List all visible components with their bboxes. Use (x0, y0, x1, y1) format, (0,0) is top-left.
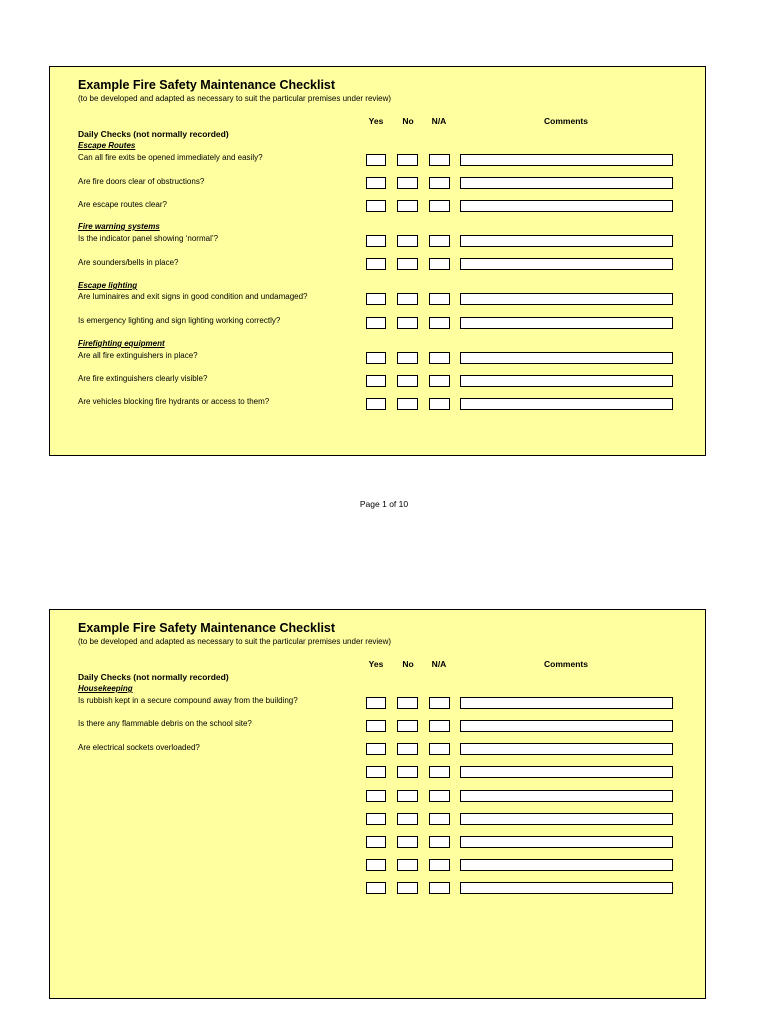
na-checkbox[interactable] (429, 813, 450, 825)
column-header-na: N/A (431, 659, 447, 669)
no-checkbox[interactable] (397, 836, 418, 848)
na-checkbox[interactable] (429, 200, 450, 212)
na-checkbox[interactable] (429, 317, 450, 329)
na-checkbox[interactable] (429, 859, 450, 871)
comment-field[interactable] (460, 813, 673, 825)
question-label: Are vehicles blocking fire hydrants or access to them? (78, 397, 270, 406)
column-header-no: No (402, 659, 414, 669)
na-checkbox[interactable] (429, 258, 450, 270)
question-label: Is the indicator panel showing ‘normal’? (78, 234, 219, 243)
no-checkbox[interactable] (397, 398, 418, 410)
yes-checkbox[interactable] (366, 398, 386, 410)
yes-checkbox[interactable] (366, 697, 386, 709)
question-label: Are luminaires and exit signs in good condition and undamaged? (78, 292, 308, 301)
comment-field[interactable] (460, 859, 673, 871)
no-checkbox[interactable] (397, 859, 418, 871)
question-label: Can all fire exits be opened immediately and easily? (78, 153, 263, 162)
na-checkbox[interactable] (429, 154, 450, 166)
question-label: Are electrical sockets overloaded? (78, 743, 200, 752)
section-heading: Daily Checks (not normally recorded) (78, 129, 229, 139)
yes-checkbox[interactable] (366, 743, 386, 755)
no-checkbox[interactable] (397, 177, 418, 189)
column-header-yes: Yes (368, 659, 384, 669)
na-checkbox[interactable] (429, 697, 450, 709)
question-label: Are fire extinguishers clearly visible? (78, 374, 208, 383)
category-escape-lighting: Escape lighting (78, 281, 138, 290)
na-checkbox[interactable] (429, 352, 450, 364)
question-label: Are all fire extinguishers in place? (78, 351, 198, 360)
na-checkbox[interactable] (429, 398, 450, 410)
no-checkbox[interactable] (397, 813, 418, 825)
category-fire-warning-systems: Fire warning systems (78, 222, 160, 231)
yes-checkbox[interactable] (366, 790, 386, 802)
comment-field[interactable] (460, 200, 673, 212)
category-housekeeping: Housekeeping (78, 684, 133, 693)
category-firefighting-equipment: Firefighting equipment (78, 339, 165, 348)
comment-field[interactable] (460, 697, 673, 709)
na-checkbox[interactable] (429, 375, 450, 387)
category-escape-routes: Escape Routes (78, 141, 136, 150)
yes-checkbox[interactable] (366, 882, 386, 894)
no-checkbox[interactable] (397, 790, 418, 802)
yes-checkbox[interactable] (366, 200, 386, 212)
comment-field[interactable] (460, 235, 673, 247)
no-checkbox[interactable] (397, 154, 418, 166)
na-checkbox[interactable] (429, 293, 450, 305)
no-checkbox[interactable] (397, 258, 418, 270)
no-checkbox[interactable] (397, 697, 418, 709)
question-label: Is rubbish kept in a secure compound away from the building? (78, 696, 298, 705)
page-title: Example Fire Safety Maintenance Checklist (78, 621, 336, 635)
yes-checkbox[interactable] (366, 352, 386, 364)
na-checkbox[interactable] (429, 836, 450, 848)
no-checkbox[interactable] (397, 743, 418, 755)
comment-field[interactable] (460, 154, 673, 166)
yes-checkbox[interactable] (366, 317, 386, 329)
checklist-sheet-1 (49, 66, 706, 456)
column-header-comments: Comments (544, 659, 588, 669)
comment-field[interactable] (460, 720, 673, 732)
comment-field[interactable] (460, 258, 673, 270)
yes-checkbox[interactable] (366, 235, 386, 247)
question-label: Are fire doors clear of obstructions? (78, 177, 205, 186)
checklist-sheet-2 (49, 609, 706, 999)
comment-field[interactable] (460, 766, 673, 778)
comment-field[interactable] (460, 882, 673, 894)
comment-field[interactable] (460, 836, 673, 848)
question-label: Are escape routes clear? (78, 200, 167, 209)
na-checkbox[interactable] (429, 766, 450, 778)
column-header-no: No (402, 116, 414, 126)
comment-field[interactable] (460, 375, 673, 387)
yes-checkbox[interactable] (366, 375, 386, 387)
comment-field[interactable] (460, 790, 673, 802)
comment-field[interactable] (460, 743, 673, 755)
na-checkbox[interactable] (429, 882, 450, 894)
column-header-yes: Yes (368, 116, 384, 126)
na-checkbox[interactable] (429, 743, 450, 755)
page-subtitle: (to be developed and adapted as necessary to suit the particular premises under review) (78, 94, 392, 103)
question-label: Are sounders/bells in place? (78, 258, 179, 267)
na-checkbox[interactable] (429, 235, 450, 247)
column-header-comments: Comments (544, 116, 588, 126)
comment-field[interactable] (460, 317, 673, 329)
yes-checkbox[interactable] (366, 154, 386, 166)
comment-field[interactable] (460, 293, 673, 305)
page-number: Page 1 of 10 (359, 499, 409, 509)
column-header-na: N/A (431, 116, 447, 126)
yes-checkbox[interactable] (366, 720, 386, 732)
page-title: Example Fire Safety Maintenance Checklist (78, 78, 336, 92)
yes-checkbox[interactable] (366, 813, 386, 825)
na-checkbox[interactable] (429, 790, 450, 802)
yes-checkbox[interactable] (366, 293, 386, 305)
yes-checkbox[interactable] (366, 258, 386, 270)
na-checkbox[interactable] (429, 720, 450, 732)
no-checkbox[interactable] (397, 375, 418, 387)
na-checkbox[interactable] (429, 177, 450, 189)
comment-field[interactable] (460, 177, 673, 189)
no-checkbox[interactable] (397, 317, 418, 329)
yes-checkbox[interactable] (366, 177, 386, 189)
comment-field[interactable] (460, 352, 673, 364)
no-checkbox[interactable] (397, 200, 418, 212)
no-checkbox[interactable] (397, 293, 418, 305)
yes-checkbox[interactable] (366, 836, 386, 848)
question-label: Is emergency lighting and sign lighting working correctly? (78, 316, 281, 325)
yes-checkbox[interactable] (366, 766, 386, 778)
comment-field[interactable] (460, 398, 673, 410)
section-heading: Daily Checks (not normally recorded) (78, 672, 229, 682)
question-label: Is there any flammable debris on the school site? (78, 719, 252, 728)
no-checkbox[interactable] (397, 352, 418, 364)
no-checkbox[interactable] (397, 766, 418, 778)
no-checkbox[interactable] (397, 235, 418, 247)
no-checkbox[interactable] (397, 882, 418, 894)
no-checkbox[interactable] (397, 720, 418, 732)
page-subtitle: (to be developed and adapted as necessary to suit the particular premises under review) (78, 637, 392, 646)
yes-checkbox[interactable] (366, 859, 386, 871)
